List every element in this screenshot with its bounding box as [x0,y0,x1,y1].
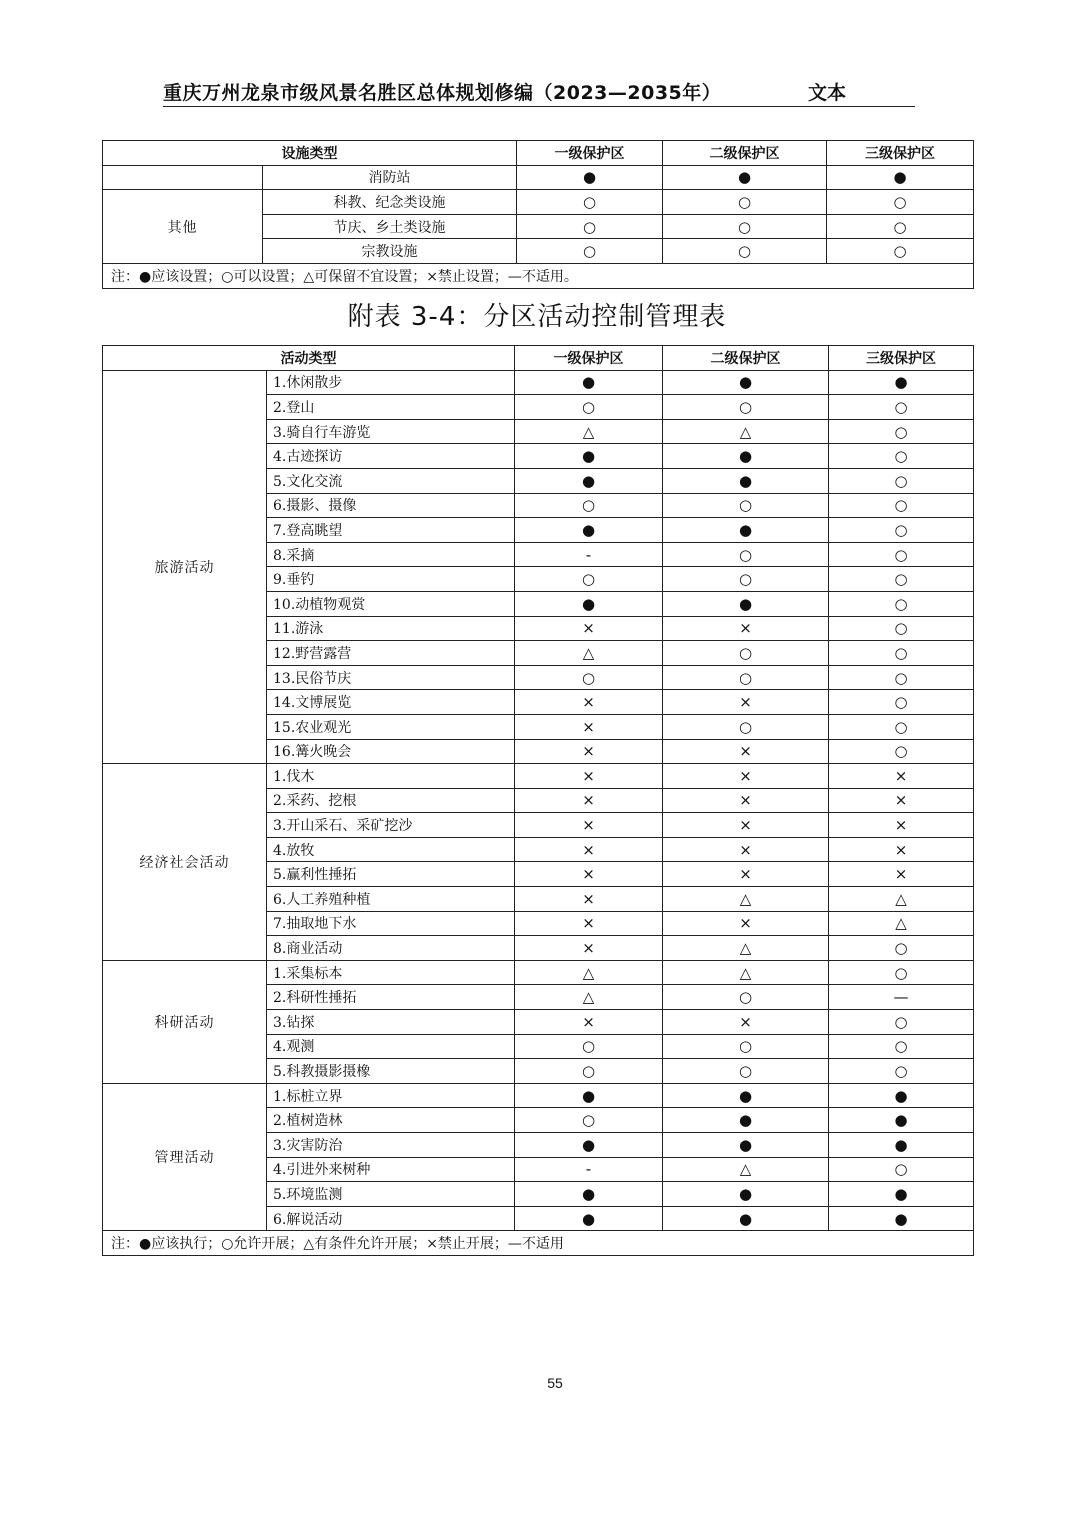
zone3-value: ○ [827,239,974,264]
activity-item: 2.登山 [267,395,515,420]
zone2-value: △ [663,419,829,444]
activity-group-name: 科研活动 [103,960,267,1083]
activity-table-note: 注：●应该执行；○允许开展；△有条件允许开展；×禁止开展；—不适用 [103,1231,974,1256]
activity-item: 4.放牧 [267,837,515,862]
activity-table-header-row [103,346,974,371]
zone2-value: × [663,911,829,936]
activity-control-table [102,345,974,1256]
zone1-value: ● [517,165,663,190]
zone3-value: ● [829,1108,974,1133]
zone2-header: 二级保护区 [663,346,829,371]
activity-item: 10.动植物观赏 [267,591,515,616]
zone3-header: 三级保护区 [827,141,974,166]
zone2-value: △ [663,887,829,912]
zone3-value: × [829,813,974,838]
zone3-value: ○ [829,690,974,715]
zone1-value: ● [515,468,663,493]
zone2-value: △ [663,960,829,985]
zone3-value: ○ [829,1157,974,1182]
facility-group-other: 其他 [103,190,263,264]
activity-item: 6.摄影、摄像 [267,493,515,518]
zone3-value: ○ [829,542,974,567]
zone3-value: × [829,788,974,813]
zone2-value: ○ [663,190,827,215]
zone2-value: ○ [663,214,827,239]
zone1-value: × [515,739,663,764]
zone1-value: ● [515,370,663,395]
table-row [103,165,974,190]
activity-item: 8.商业活动 [267,936,515,961]
zone1-value: ● [515,444,663,469]
activity-item: 4.古迹探访 [267,444,515,469]
zone1-value: ● [515,1182,663,1207]
document-title: 重庆万州龙泉市级风景名胜区总体规划修编（2023—2035年） [163,82,722,104]
zone3-value: ○ [829,1059,974,1084]
zone2-value: ○ [663,641,829,666]
document-type-label: 文本 [808,82,847,104]
zone2-value: ○ [663,1059,829,1084]
zone2-value: ○ [663,542,829,567]
zone3-value: ○ [829,518,974,543]
zone1-value: × [515,616,663,641]
zone1-value: ○ [515,665,663,690]
zone1-value: × [515,1010,663,1035]
facility-table [102,140,974,289]
facility-item: 节庆、乡土类设施 [263,214,517,239]
activity-group-name: 旅游活动 [103,370,267,764]
zone1-value: ● [515,518,663,543]
zone1-value: ● [515,1083,663,1108]
activity-item: 5.环境监测 [267,1182,515,1207]
zone3-value: ● [827,165,974,190]
zone1-header: 一级保护区 [515,346,663,371]
zone3-value: ○ [829,616,974,641]
zone2-value: ● [663,165,827,190]
activity-item: 11.游泳 [267,616,515,641]
activity-item: 3.骑自行车游览 [267,419,515,444]
activity-group-name: 管理活动 [103,1083,267,1231]
zone1-value: △ [515,960,663,985]
zone2-value: ○ [663,567,829,592]
zone3-value: ○ [829,665,974,690]
activity-item: 8.采摘 [267,542,515,567]
zone1-value: ● [515,591,663,616]
zone1-value: - [515,542,663,567]
activity-item: 2.科研性捶拓 [267,985,515,1010]
zone3-value: △ [829,911,974,936]
table-row [103,1083,974,1108]
activity-item: 6.人工养殖种植 [267,887,515,912]
zone1-value: - [515,1157,663,1182]
zone2-value: △ [663,1157,829,1182]
facility-item: 科教、纪念类设施 [263,190,517,215]
zone2-value: ○ [663,665,829,690]
zone3-value: ○ [829,591,974,616]
empty-category-cell [103,165,263,190]
zone3-value: ○ [829,936,974,961]
zone3-header: 三级保护区 [829,346,974,371]
activity-item: 13.民俗节庆 [267,665,515,690]
zone1-value: × [515,690,663,715]
zone3-value: ● [829,1083,974,1108]
facility-table-note: 注：●应该设置；○可以设置；△可保留不宜设置；×禁止设置；—不适用。 [103,263,974,288]
zone1-value: ○ [515,493,663,518]
zone2-value: ● [663,1133,829,1158]
activity-item: 1.标桩立界 [267,1083,515,1108]
zone2-value: ○ [663,1034,829,1059]
zone2-value: ○ [663,985,829,1010]
zone1-value: ○ [515,1034,663,1059]
zone2-value: ● [663,1206,829,1231]
zone3-value: ● [829,1182,974,1207]
activity-item: 6.解说活动 [267,1206,515,1231]
zone1-value: × [515,911,663,936]
zone2-value: ● [663,370,829,395]
activity-item: 1.休闲散步 [267,370,515,395]
zone1-value: ○ [515,1059,663,1084]
zone2-value: △ [663,936,829,961]
zone3-value: ○ [827,190,974,215]
zone1-header: 一级保护区 [517,141,663,166]
table-note-row [103,1231,974,1256]
activity-item: 3.钻探 [267,1010,515,1035]
activity-item: 5.科教摄影摄橡 [267,1059,515,1084]
zone1-value: × [515,887,663,912]
zone1-value: ○ [515,567,663,592]
table-note-row [103,263,974,288]
table-row [103,370,974,395]
zone1-value: × [515,862,663,887]
facility-item: 消防站 [263,165,517,190]
activity-item: 5.文化交流 [267,468,515,493]
zone1-value: × [515,714,663,739]
zone1-value: × [515,813,663,838]
zone1-value: ○ [517,190,663,215]
zone1-value: ○ [515,1108,663,1133]
activity-item: 1.伐木 [267,764,515,789]
zone2-value: ● [663,468,829,493]
zone1-value: △ [515,985,663,1010]
zone3-value: ○ [829,444,974,469]
zone3-value: × [829,764,974,789]
zone2-value: × [663,616,829,641]
zone3-value: ○ [827,214,974,239]
zone3-value: × [829,862,974,887]
activity-item: 4.引进外来树种 [267,1157,515,1182]
zone2-value: × [663,764,829,789]
zone1-value: × [515,788,663,813]
zone3-value: ○ [829,739,974,764]
zone2-value: ● [663,1182,829,1207]
zone2-value: × [663,862,829,887]
zone2-value: ● [663,591,829,616]
zone3-value: ○ [829,641,974,666]
facility-item: 宗教设施 [263,239,517,264]
zone3-value: △ [829,887,974,912]
zone2-value: × [663,739,829,764]
zone3-value: ○ [829,395,974,420]
activity-item: 9.垂钓 [267,567,515,592]
activity-item: 7.抽取地下水 [267,911,515,936]
table-row [103,960,974,985]
zone1-value: × [515,936,663,961]
zone2-value: ● [663,518,829,543]
table-row [103,764,974,789]
zone3-value: ○ [829,468,974,493]
zone2-value: × [663,813,829,838]
activity-type-header: 活动类型 [103,346,515,371]
facility-type-header: 设施类型 [103,141,517,166]
zone2-value: ○ [663,239,827,264]
zone3-value: ○ [829,1034,974,1059]
activity-item: 4.观测 [267,1034,515,1059]
activity-item: 15.农业观光 [267,714,515,739]
zone3-value: ● [829,1133,974,1158]
zone3-value: ● [829,370,974,395]
activity-item: 12.野营露营 [267,641,515,666]
zone1-value: ● [515,1206,663,1231]
zone2-value: ○ [663,714,829,739]
zone3-value: × [829,837,974,862]
table-row [103,190,974,215]
zone2-value: ● [663,444,829,469]
zone2-value: ○ [663,395,829,420]
activity-item: 14.文博展览 [267,690,515,715]
zone2-header: 二级保护区 [663,141,827,166]
zone3-value: — [829,985,974,1010]
zone3-value: ● [829,1206,974,1231]
zone1-value: ○ [515,395,663,420]
zone2-value: × [663,1010,829,1035]
activity-item: 16.篝火晚会 [267,739,515,764]
activity-item: 5.赢利性捶拓 [267,862,515,887]
zone1-value: ○ [517,214,663,239]
zone3-value: ○ [829,960,974,985]
facility-table-header-row [103,141,974,166]
zone2-value: ● [663,1108,829,1133]
zone2-value: ○ [663,493,829,518]
zone3-value: ○ [829,714,974,739]
activity-item: 2.植树造林 [267,1108,515,1133]
page-header [163,76,915,107]
activity-group-name: 经济社会活动 [103,764,267,961]
zone1-value: △ [515,641,663,666]
zone2-value: × [663,788,829,813]
zone1-value: × [515,764,663,789]
zone3-value: ○ [829,419,974,444]
zone1-value: ○ [517,239,663,264]
page-number: 55 [547,1375,563,1391]
zone2-value: × [663,837,829,862]
zone1-value: ● [515,1133,663,1158]
activity-item: 1.采集标本 [267,960,515,985]
zone3-value: ○ [829,1010,974,1035]
zone3-value: ○ [829,493,974,518]
activity-item: 2.采药、挖根 [267,788,515,813]
zone2-value: × [663,690,829,715]
zone1-value: × [515,837,663,862]
activity-item: 3.灾害防治 [267,1133,515,1158]
activity-item: 7.登高眺望 [267,518,515,543]
table-caption: 附表 3-4：分区活动控制管理表 [347,302,727,332]
zone2-value: ● [663,1083,829,1108]
zone1-value: △ [515,419,663,444]
zone3-value: ○ [829,567,974,592]
activity-item: 3.开山采石、采矿挖沙 [267,813,515,838]
